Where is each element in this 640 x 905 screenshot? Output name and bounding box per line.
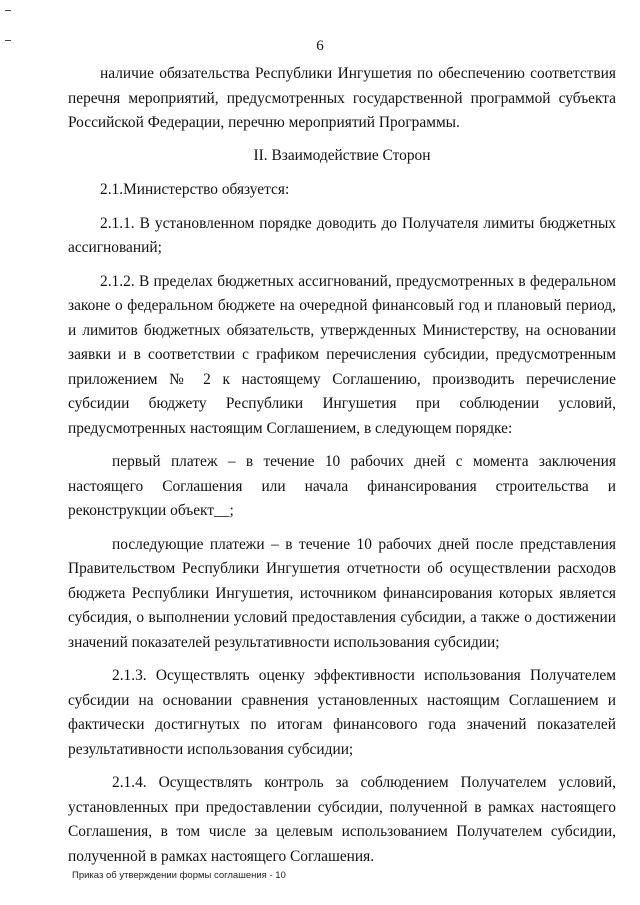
clause-2-1-4: 2.1.4. Осуществлять контроль за соблюдением Получателем условий, установленных при предоставлении субсидии, полученной в рамках настоящего Соглашения, в том числе за целевым использованием Получателем субсидии, полученной в рамках настоящего Соглашения. xyxy=(68,774,616,865)
page-number: 6 xyxy=(316,38,324,54)
paragraph-obligation: наличие обязательства Республики Ингушетия по обеспечению соответствия перечня мероприятий, предусмотренных государственной программой субъекта Российской Федерации, перечню мероприятий Программы. xyxy=(68,65,616,131)
document-body xyxy=(68,62,616,869)
clause-2-1-2: 2.1.2. В пределах бюджетных ассигнований, предусмотренных в федеральном законе о федеральном бюджете на очередной финансовый год и плановый период, и лимитов бюджетных обязательств, утвержденных Министерству, на основании заявки и в соответствии с графиком перечисления субсидии, предусмотренным приложением № 2 к настоящему Соглашению, производить перечисление субсидии бюджету Республики Ингушетия при соблюдении условий, предусмотренных настоящим Соглашением, в следующем порядке: xyxy=(68,272,616,437)
clause-2-1: 2.1.Министерство обязуется: xyxy=(100,181,290,198)
scan-artifact xyxy=(5,10,11,11)
section-title: II. Взаимодействие Сторон xyxy=(253,146,431,164)
first-payment-paragraph: первый платеж – в течение 10 рабочих дней с момента заключения настоящего Соглашения или начала финансирования строительства и реконструкции объект__; xyxy=(68,453,616,519)
clause-2-1-1: 2.1.1. В установленном порядке доводить до Получателя лимиты бюджетных ассигнований; xyxy=(68,214,616,256)
next-payments-paragraph: последующие платежи – в течение 10 рабочих дней после представления Правительством Республики Ингушетия отчетности об осуществлении расходов бюджета Республики Ингушетия, источником финансирования которых является субсидия, о выполнении условий предоставления субсидии, а также о достижении значений показателей результативности использования субсидии; xyxy=(68,535,616,651)
clause-2-1-3: 2.1.3. Осуществлять оценку эффективности использования Получателем субсидии на основании сравнения установленных настоящим Соглашением и фактически достигнутых по итогам финансового года значений показателей результативности использования субсидии; xyxy=(68,667,616,758)
footer-note: Приказ об утверждении формы соглашения - 10 xyxy=(72,870,286,881)
